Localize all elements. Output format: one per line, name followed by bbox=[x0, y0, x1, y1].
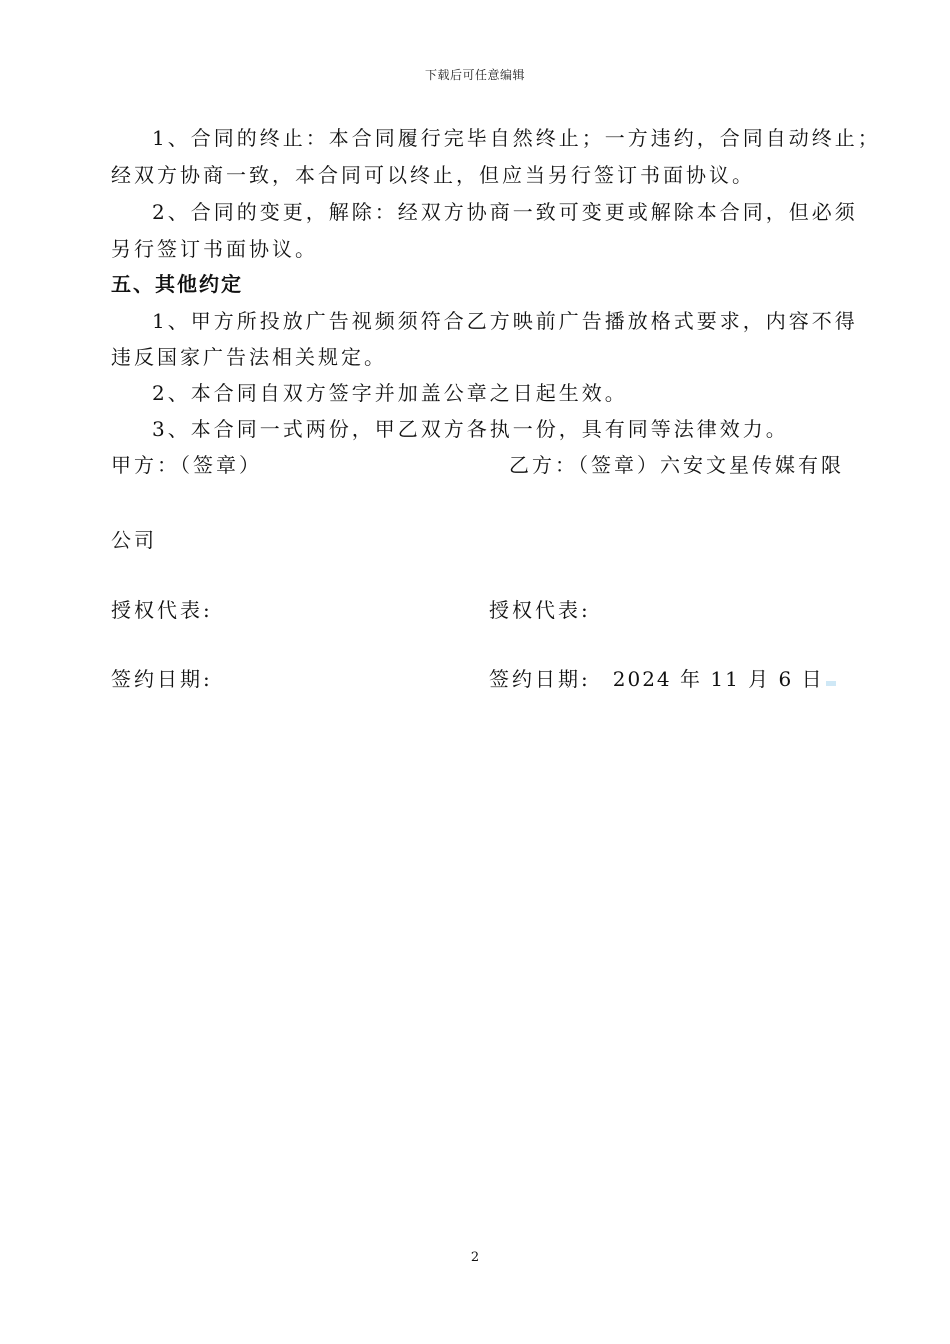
party-b-signature-continued: 公司 bbox=[111, 528, 157, 552]
page-number: 2 bbox=[470, 1250, 480, 1265]
text-cursor-highlight bbox=[826, 681, 836, 686]
ad-format-clause-line-1: 1、甲方所投放广告视频须符合乙方映前广告播放格式要求，内容不得 bbox=[152, 309, 858, 333]
effective-clause: 2、本合同自双方签字并加盖公章之日起生效。 bbox=[152, 381, 628, 405]
page-header: 下载后可任意编辑 bbox=[424, 68, 525, 82]
party-a-authorized-rep: 授权代表: bbox=[111, 598, 213, 622]
party-a-signature: 甲方：（签章） bbox=[111, 453, 262, 477]
party-b-signature: 乙方：（签章）六安文星传媒有限 bbox=[509, 453, 844, 477]
party-b-sign-date-label: 签约日期: bbox=[489, 667, 591, 691]
termination-clause-line-2: 经双方协商一致，本合同可以终止，但应当另行签订书面协议。 bbox=[111, 163, 755, 187]
copies-clause: 3、本合同一式两份，甲乙双方各执一份，具有同等法律效力。 bbox=[152, 417, 789, 441]
party-a-sign-date: 签约日期: bbox=[111, 667, 213, 691]
party-b-sign-date bbox=[489, 667, 836, 691]
party-b-authorized-rep: 授权代表: bbox=[489, 598, 591, 622]
party-b-sign-date-value: 2024 年 11 月 6 日 bbox=[612, 667, 824, 691]
modification-clause-line-2: 另行签订书面协议。 bbox=[111, 237, 318, 261]
termination-clause-line-1: 1、合同的终止：本合同履行完毕自然终止；一方违约，合同自动终止； bbox=[152, 126, 881, 150]
ad-format-clause-line-2: 违反国家广告法相关规定。 bbox=[111, 345, 387, 369]
section-five-heading: 五、其他约定 bbox=[111, 272, 243, 296]
modification-clause-line-1: 2、合同的变更，解除：经双方协商一致可变更或解除本合同，但必须 bbox=[152, 200, 858, 224]
